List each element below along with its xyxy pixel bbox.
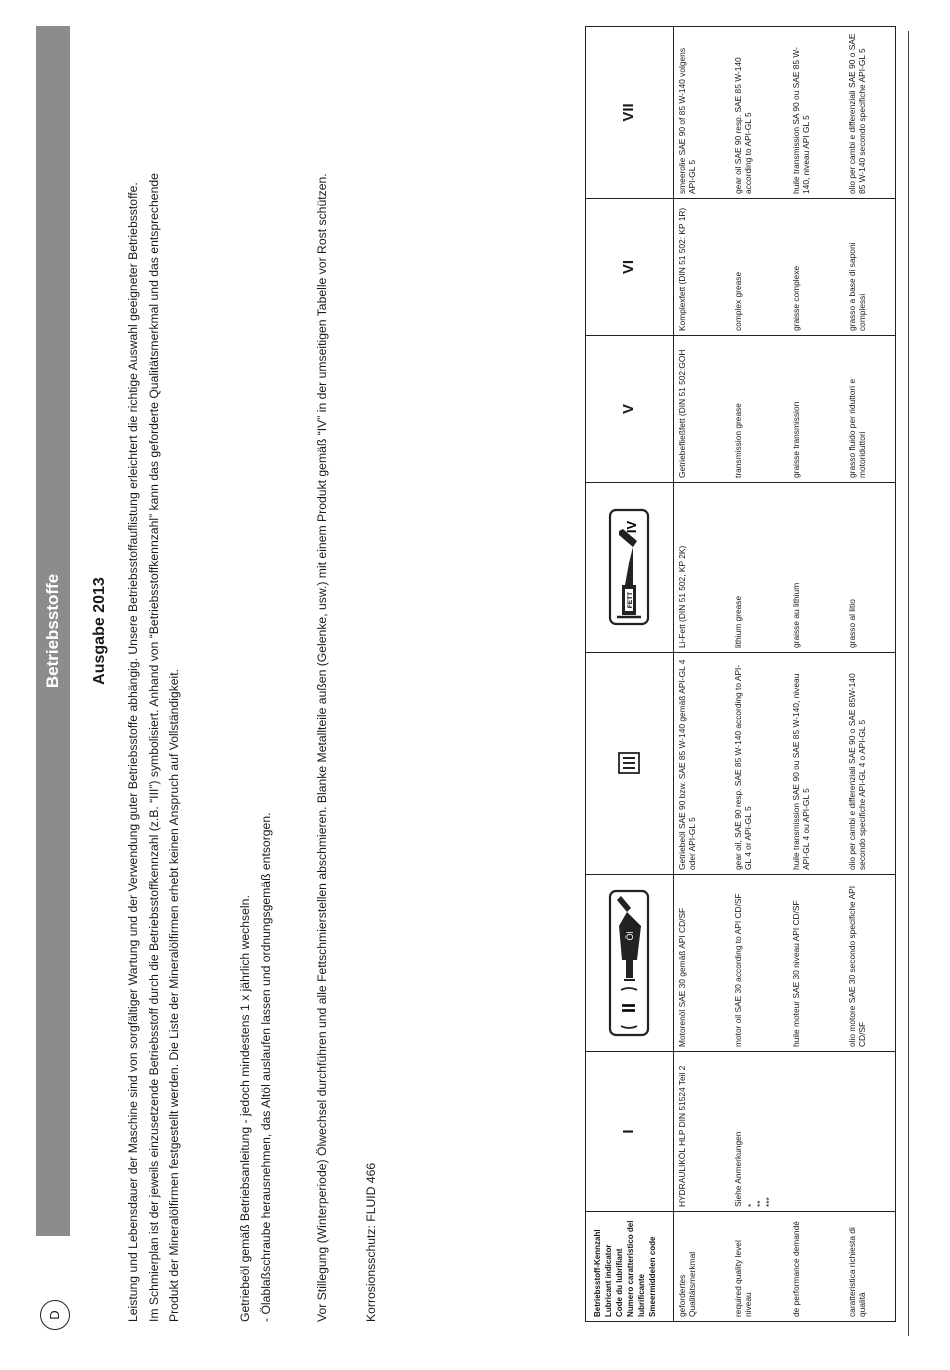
table-cell: Motorenöl SAE 30 gemäß API CD/SF: [674, 875, 730, 1052]
table-cell: gear oil SAE 90 resp. SAE 85 W-140 according to API-GL 5: [730, 27, 788, 199]
intro-paragraph: [123, 32, 185, 1322]
header-label-line: Smeermiddelen code: [648, 1236, 657, 1317]
row-label: required quality level niveau: [730, 1212, 788, 1322]
intro-line: Leistung und Lebensdauer der Maschine sind von sorgfältiger Wartung und der Verwendung guter Betriebsstoffe abhängig. Unsere Betriebsstoffauflistung erleichtert die richtige Auswahl geeigneter Betriebsstoffe.: [126, 182, 140, 1322]
oil-code-label: II: [618, 1002, 639, 1014]
table-cell: HYDRAULIKÖL HLP DIN 51524 Teil 2: [674, 1052, 730, 1212]
table-cell: [788, 1052, 844, 1212]
table-cell: grasso a base di saponi complessi: [844, 199, 896, 336]
table-cell: [730, 1052, 788, 1212]
table-row: [844, 27, 896, 1322]
header-label-cell: [586, 1212, 674, 1322]
footnote-stars: [747, 1056, 774, 1207]
table-row: [674, 27, 730, 1322]
row-label: de performance demandé: [788, 1212, 844, 1322]
column-header-V: [586, 336, 674, 483]
intro-line: Im Schmierplan ist der jeweils einzusetzende Betriebsstoff durch die Betriebsstoffkennzahl (z.B. “III”) symbolisiert. Anhand von “Betriebsstoffkennzahl” kann das geforderte Qualitätsmerkmal und das entsprechende: [146, 173, 161, 1322]
table-cell: complex grease: [730, 199, 788, 336]
oil-level-box-icon: [617, 752, 641, 776]
row-label: caratteristica richiesta di qualità: [844, 1212, 896, 1322]
corrosion-paragraph: Korrosionsschutz: FLUID 466: [364, 1162, 378, 1322]
table-cell: transmission grease: [730, 336, 788, 483]
table-cell: lithium grease: [730, 483, 788, 653]
column-header-I: [586, 1052, 674, 1212]
grease-gun-label: FETT: [626, 592, 634, 609]
storage-paragraph: Vor Stillegung (Winterperiode) Ölwechsel durchführen und alle Fettschmierstellen abschmieren. Blanke Metallteile außen (Gelenke, usw.) mit einem Produkt gemäß “IV” in der umseitigen Tabelle vor Rost schützen.: [315, 173, 329, 1322]
oil-can-icon: [607, 888, 651, 1038]
table-cell: grasso fluido per riduttori e motoriduttori: [844, 336, 896, 483]
intro-line: Produkt der Mineralölfirmen festgestellt werden. Die Liste der Mineralölfirmen erhebt keinen Anspruch auf Vollständigkeit.: [167, 668, 181, 1322]
table-row: [788, 27, 844, 1322]
table-cell: [844, 1052, 896, 1212]
oil-can-label: Öl: [624, 931, 635, 941]
table-cell: Komplexfett (DIN 51 502: KP 1R): [674, 199, 730, 336]
table-cell: gear oil, SAE 90 resp. SAE 85 W-140 according to API-GL 4 or API-GL 5: [730, 653, 788, 875]
table-cell: huile transmission SA 90 ou SAE 85 W-140, niveau API GL 5: [788, 27, 844, 199]
table-row: [730, 27, 788, 1322]
table-cell: olio per cambi e differenziali SAE 90 o SAE 85W-140 secondo specifiche API-GL 4 o API-GL 5: [844, 653, 896, 875]
table-cell: smeerolie SAE 90 of 85 W-140 volgens API-GL 5: [674, 27, 730, 199]
gear-oil-paragraph: [235, 32, 276, 1322]
header-label-line: Betriebsstoff-Kennzahl: [593, 1229, 602, 1317]
roman-VI: VI: [620, 259, 637, 275]
table-header-row: [586, 27, 674, 1322]
star-marker: *: [745, 1203, 756, 1207]
lubricant-table: [585, 26, 896, 1322]
table-cell: olio motore SAE 30 secondo specifiche API CD/SF: [844, 875, 896, 1052]
table-cell: graisse transmission: [788, 336, 844, 483]
language-badge: D: [40, 1300, 70, 1330]
roman-V: V: [620, 404, 637, 415]
row-label: gefordertes Qualitätsmerkmal: [674, 1212, 730, 1322]
gear-oil-line: Getriebeöl gemäß Betriebsanleitung - jedoch mindestens 1 x jährlich wechseln.: [238, 895, 252, 1322]
column-header-VI: [586, 199, 674, 336]
footer-divider: [908, 31, 909, 1336]
table-cell: Getriebeöl SAE 90 bzw. SAE 85 W-140 gemäß API-GL 4 oder API-GL 5: [674, 653, 730, 875]
table-cell: Getriebefließfett (DIN 51 502:GOH: [674, 336, 730, 483]
table-cell: olio per cambi e differenziali SAE 90 o SAE 85 W-140 secondo specifiche API-GL 5: [844, 27, 896, 199]
roman-I: I: [620, 1129, 637, 1134]
table-cell: graisse complexe: [788, 199, 844, 336]
header-label-line: Code du lubrifiant: [615, 1248, 624, 1317]
table-cell: huile moteur SAE 30 niveau API CD/SF: [788, 875, 844, 1052]
cell-text: Siehe Anmerkungen: [732, 1131, 743, 1207]
header-label-line: Lubricant indicator: [604, 1244, 613, 1317]
edition-title: Ausgabe 2013: [91, 577, 108, 685]
column-header-III: [586, 653, 674, 875]
column-header-IV: [586, 483, 674, 653]
header-bar: [36, 26, 70, 1236]
column-header-VII: [586, 27, 674, 199]
table-cell: Li-Fett (DIN 51 502, KP 2K): [674, 483, 730, 653]
star-marker: **: [754, 1200, 765, 1207]
table-cell: huile transmission SAE 90 ou SAE 85 W-140, niveau API-GL 4 ou API-GL 5: [788, 653, 844, 875]
page-title: Betriebsstoffe: [43, 573, 62, 689]
table-cell: grasso al litio: [844, 483, 896, 653]
column-header-II: [586, 875, 674, 1052]
header-label-line: Numero caratteristico del lubrificante: [626, 1220, 646, 1317]
table-cell: graisse au lithium: [788, 483, 844, 653]
grease-code-label: IV: [623, 521, 639, 534]
grease-gun-icon: [607, 508, 651, 628]
table-cell: motor oil SAE 30 according to API CD/SF: [730, 875, 788, 1052]
star-marker: ***: [763, 1197, 774, 1207]
gear-oil-bullet: - Ölablaßschraube herausnehmen, das Altöl auslaufen lassen und ordnungsgemäß entsorgen.: [258, 812, 273, 1322]
roman-VII: VII: [620, 103, 637, 122]
